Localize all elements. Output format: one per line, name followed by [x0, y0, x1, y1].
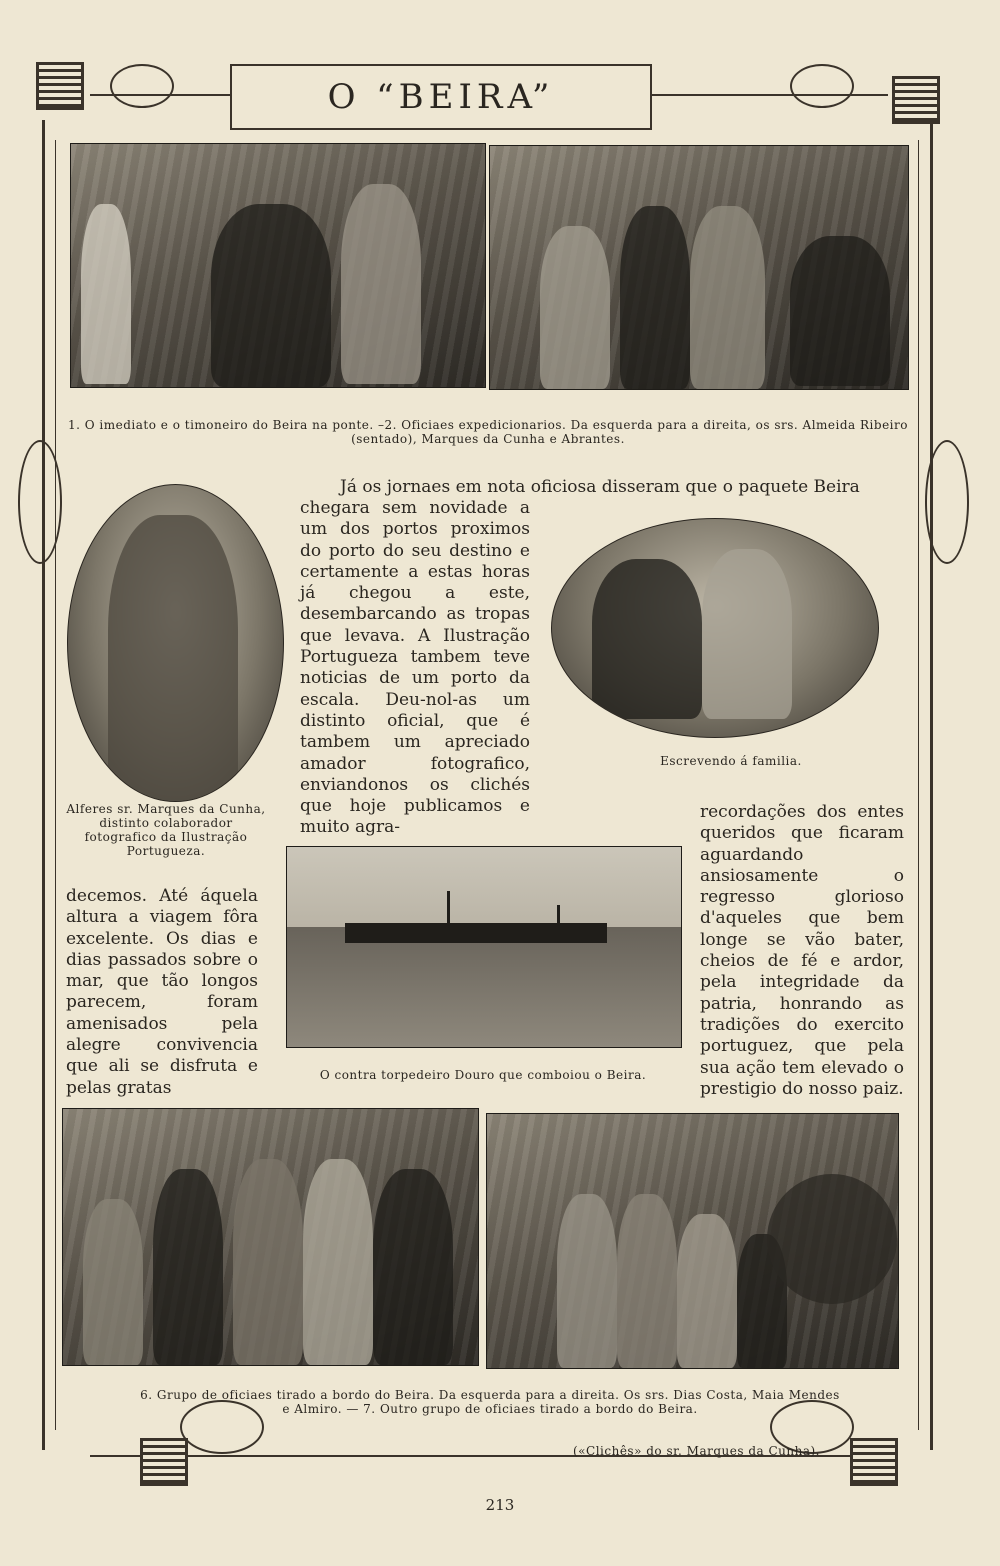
article-column-left: decemos. Até áquela altura a viagem fôra excelente. Os dias e dias passados sobre o mar, que tão longos parecem, foram amenisados pela alegre convivencia que ali se disfruta e pelas gratas [66, 886, 258, 1098]
photo-bridge-helmsman [70, 143, 486, 388]
caption-portrait: Alferes sr. Marques da Cunha, distinto colaborador fotografico da Ilustração Portugueza. [66, 802, 266, 858]
article-column-middle: chegara sem novidade a um dos portos proximos do porto do seu destino e certamente a estas horas já chegou a este, desembarcando as tropas que levava. A Ilustração Portugueza tambem teve noticias de um porto da escala. Deu-nol-as um distinto oficial, que é tambem um apreciado amador fotografico, enviandonos os clichés que hoje publicamos e muito agra- [300, 498, 530, 838]
photo-figure [153, 1169, 223, 1365]
frame-right-line-inner [918, 140, 919, 1430]
photo-portrait-oval [67, 484, 284, 802]
photo-expedition-officers [489, 145, 909, 390]
photo-figure [677, 1214, 737, 1368]
photo-figure [592, 559, 702, 719]
page-number: 213 [485, 1496, 515, 1514]
photo-figure [233, 1159, 303, 1365]
caption-bottom-photos: 6. Grupo de oficiaes tirado a bordo do Beira. Da esquerda para a direita. Os srs. Dias Costa, Maia Mendes e Almiro. — 7. Outro grupo de oficiaes tirado a bordo do Beira. [140, 1388, 840, 1416]
frame-right-line [930, 120, 933, 1450]
page-title: O “BEIRA” [327, 77, 555, 117]
photo-officers-group-2 [486, 1113, 899, 1369]
destroyer-mast [557, 905, 560, 927]
corner-ornament-bottom-right [850, 1438, 898, 1486]
photo-figure [341, 184, 421, 384]
scroll-ornament [18, 440, 62, 564]
article-lead: Já os jornaes em nota oficiosa disseram que o paquete Beira [340, 477, 860, 497]
photo-figure [303, 1159, 373, 1365]
article-column-right: recordações dos entes queridos que ficaram aguardando ansiosamente o regresso glorioso d'aqueles que bem longe se vão bater, cheios de fé e ardor, pela integridade da patria, honrando as tradições do exercito portuguez, que pela sua ação tem elevado o prestigio do nosso paiz. [700, 802, 904, 1099]
scroll-ornament [925, 440, 969, 564]
corner-ornament-top-right [892, 76, 940, 124]
photo-figure [617, 1194, 677, 1368]
destroyer-mast [447, 891, 450, 927]
photo-destroyer [286, 846, 682, 1048]
corner-ornament-bottom-left [140, 1438, 188, 1486]
photo-figure [108, 515, 238, 801]
photo-writing-oval [551, 518, 879, 738]
photo-credit: («Clichês» do sr. Marques da Cunha). [572, 1444, 820, 1458]
caption-top-photos: 1. O imediato e o timoneiro do Beira na ponte. –2. Oficiaes expedicionarios. Da esquerda para a direita, os srs. Almeida Ribeiro (sentado), Marques da Cunha e Abrantes. [68, 418, 908, 446]
photo-figure [790, 236, 890, 386]
photo-figure [557, 1194, 617, 1368]
caption-destroyer: O contra torpedeiro Douro que comboiou o Beira. [319, 1068, 647, 1082]
caption-writing: Escrevendo á familia. [660, 754, 802, 768]
photo-figure [767, 1174, 897, 1304]
photo-figure [702, 549, 792, 719]
frame-top-line-right [648, 94, 888, 96]
destroyer-silhouette [345, 923, 607, 943]
photo-figure [83, 1199, 143, 1365]
photo-figure [620, 206, 690, 389]
photo-officers-group-1 [62, 1108, 479, 1366]
photo-figure [373, 1169, 453, 1365]
photo-figure [690, 206, 765, 389]
scroll-ornament [790, 64, 854, 108]
photo-figure [211, 204, 331, 387]
photo-figure [81, 204, 131, 384]
frame-left-line-inner [55, 140, 56, 1430]
photo-figure [540, 226, 610, 389]
title-banner [230, 64, 652, 130]
corner-ornament-top-left [36, 62, 84, 110]
scroll-ornament [110, 64, 174, 108]
frame-left-line [42, 120, 45, 1450]
